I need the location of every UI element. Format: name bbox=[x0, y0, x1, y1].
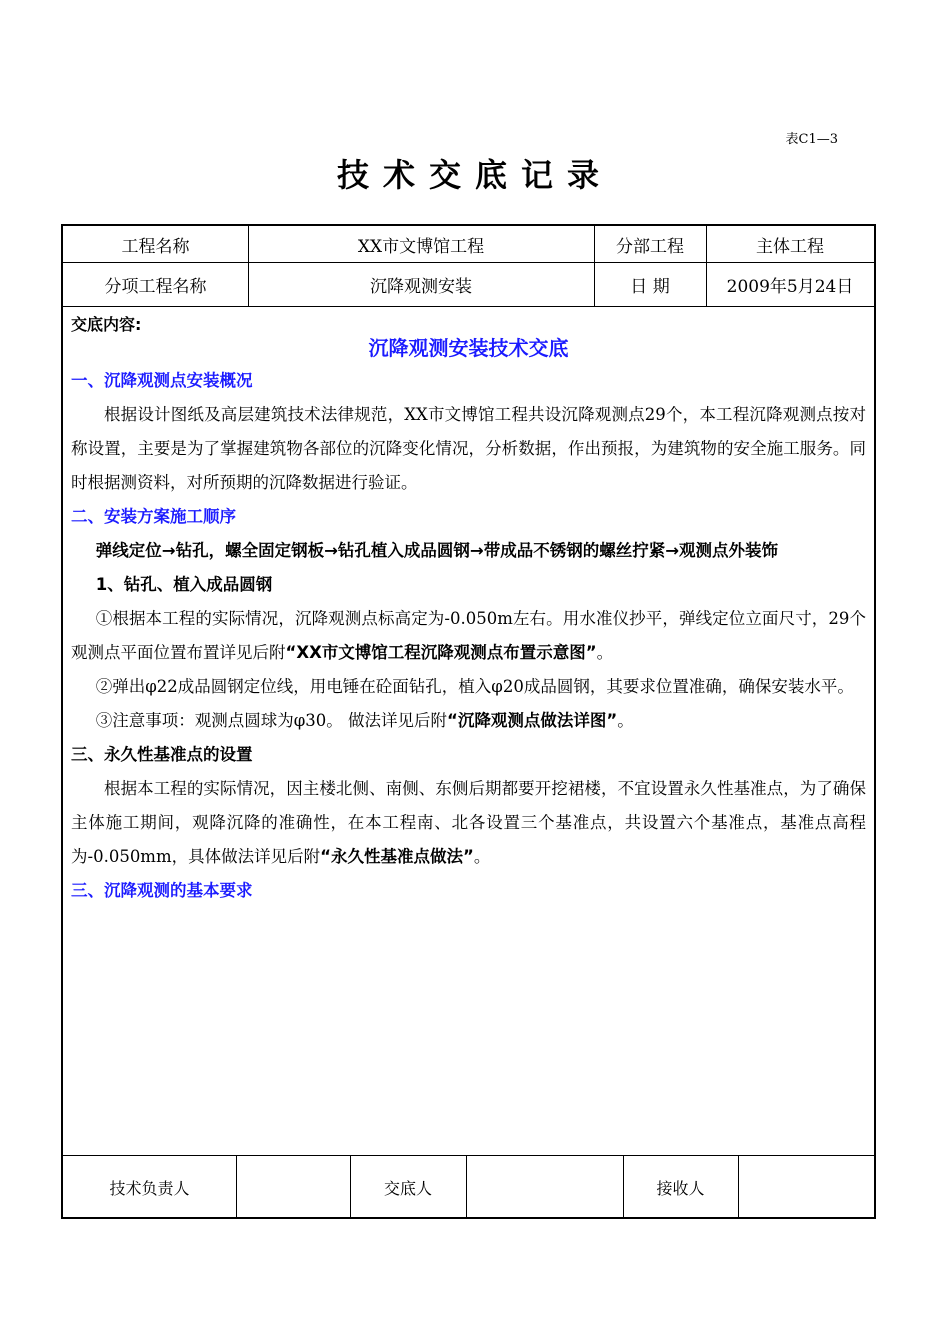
receiver-label: 接收人 bbox=[656, 1178, 705, 1198]
record-table bbox=[61, 224, 876, 1219]
section-heading-1: 一、沉降观测点安装概况 bbox=[71, 371, 253, 390]
item-1-text: ①根据本工程的实际情况，沉降观测点标高定为-0.050m左右。用水准仪抄平，弹线定位立面尺寸，29个观测点平面位置布置详见后附 bbox=[71, 609, 866, 662]
receiver-field[interactable] bbox=[738, 1155, 874, 1219]
project-name-value: XX市文博馆工程 bbox=[357, 236, 485, 257]
item-3-text: ③注意事项：观测点圆球为φ30。 做法详见后附 bbox=[95, 711, 448, 730]
content-label: 交底内容: bbox=[71, 315, 142, 334]
date-value: 2009年5月24日 bbox=[726, 276, 854, 297]
disclosure-content bbox=[71, 312, 866, 908]
section-3-paragraph bbox=[71, 772, 866, 874]
item-1-reference: “XX市文博馆工程沉降观测点布置示意图” bbox=[285, 643, 597, 662]
section-1-paragraph: 根据设计图纸及高层建筑技术法律规范，XX市文博馆工程共设沉降观测点29个，本工程沉降观测点按对称设置，主要是为了掌握建筑物各部位的沉降变化情况，分析数据，作出预报，为建筑物的安全施工服务。同时根据测资料，对所预期的沉降数据进行验证。 bbox=[71, 405, 866, 492]
page-title: 技术交底记录 bbox=[336, 156, 613, 194]
division-label: 分部工程 bbox=[616, 236, 684, 257]
item-1 bbox=[71, 602, 866, 670]
tech-lead-label: 技术负责人 bbox=[109, 1178, 190, 1198]
tech-lead-field[interactable] bbox=[236, 1155, 350, 1219]
project-name-label: 工程名称 bbox=[121, 236, 190, 257]
item-1-end: 。 bbox=[596, 643, 614, 662]
item-3-end: 。 bbox=[617, 711, 634, 730]
section-3-reference: “永久性基准点做法” bbox=[320, 847, 474, 866]
section-3-text: 根据本工程的实际情况，因主楼北侧、南侧、东侧后期都要开挖裙楼，不宜设置永久性基准点，为了确保主体施工期间，观降沉降的准确性，在本工程南、北各设置三个基准点，共设置六个基准点，基准点高程为-0.050mm，具体做法详见后附 bbox=[71, 779, 866, 866]
discloser-field[interactable] bbox=[466, 1155, 623, 1219]
section-heading-2: 二、安装方案施工顺序 bbox=[71, 507, 236, 526]
form-code: 表C1—3 bbox=[785, 132, 838, 147]
content-title: 沉降观测安装技术交底 bbox=[368, 336, 569, 360]
subitem-label: 分项工程名称 bbox=[104, 276, 207, 297]
section-heading-4: 三、沉降观测的基本要求 bbox=[71, 881, 253, 900]
item-2: ②弹出φ22成品圆钢定位线，用电锤在砼面钻孔，植入φ20成品圆钢，其要求位置准确，确保安装水平。 bbox=[95, 677, 854, 696]
section-heading-3: 三、永久性基准点的设置 bbox=[71, 745, 253, 764]
division-value: 主体工程 bbox=[756, 236, 824, 257]
subitem-value: 沉降观测安装 bbox=[370, 276, 472, 297]
item-3 bbox=[71, 704, 866, 738]
construction-sequence: 弹线定位→钻孔，螺全固定钢板→钻孔植入成品圆钢→带成品不锈钢的螺丝拧紧→观测点外装饰 bbox=[95, 541, 779, 560]
date-label: 日 期 bbox=[630, 276, 670, 297]
subsection-heading: 1、钻孔、植入成品圆钢 bbox=[95, 575, 273, 594]
row-divider bbox=[63, 306, 874, 307]
discloser-label: 交底人 bbox=[383, 1178, 432, 1198]
item-3-reference: “沉降观测点做法详图” bbox=[447, 711, 618, 730]
section-3-end: 。 bbox=[473, 847, 491, 866]
